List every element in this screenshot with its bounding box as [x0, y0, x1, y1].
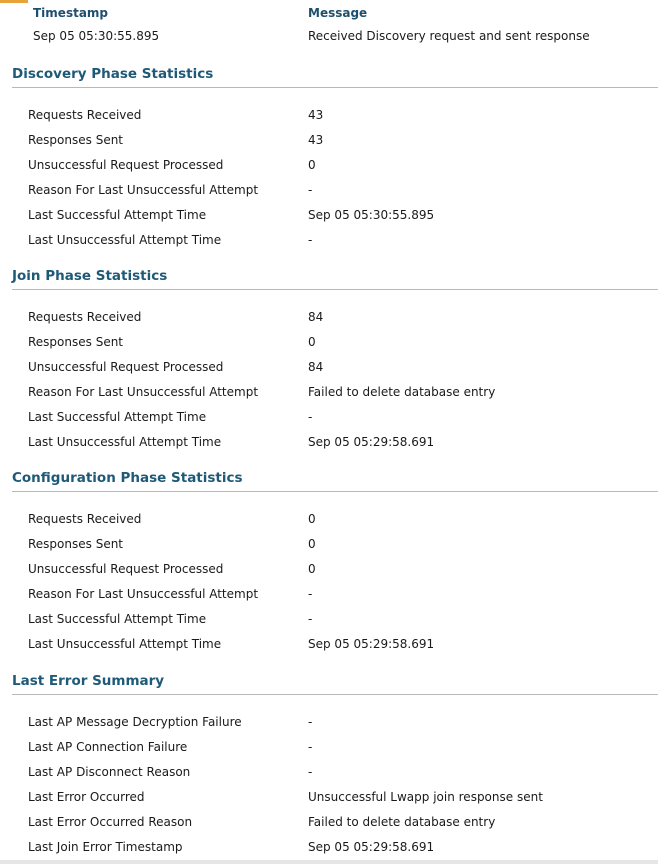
row-value: -	[308, 587, 313, 601]
log-table-row	[0, 29, 658, 45]
row-label: Last Unsuccessful Attempt Time	[28, 233, 222, 247]
configuration-phase-divider	[12, 491, 658, 492]
join-phase-divider	[12, 289, 658, 290]
row-value: -	[308, 765, 313, 779]
last-error-summary-divider	[12, 694, 658, 695]
row-value: 43	[308, 108, 324, 122]
join-row-requests-received	[0, 310, 658, 326]
row-label: Requests Received	[28, 512, 142, 526]
top-accent-bar	[0, 0, 28, 3]
row-value: 0	[308, 512, 316, 526]
discovery-row-requests-received	[0, 108, 658, 124]
row-value: -	[308, 410, 313, 424]
discovery-row-unsuccessful-processed	[0, 158, 658, 174]
row-label: Responses Sent	[28, 537, 124, 551]
row-value: 84	[308, 310, 324, 324]
row-value: -	[308, 233, 313, 247]
last-error-summary-title: Last Error Summary	[12, 673, 165, 689]
configuration-row-last-unsuccessful-reason	[0, 587, 658, 603]
row-label: Unsuccessful Request Processed	[28, 158, 224, 172]
row-label: Last Error Occurred Reason	[28, 815, 193, 829]
join-phase-title: Join Phase Statistics	[12, 268, 168, 284]
row-value: Sep 05 05:29:58.691	[308, 840, 435, 854]
configuration-row-requests-received	[0, 512, 658, 528]
discovery-phase-divider	[12, 87, 658, 88]
row-label: Reason For Last Unsuccessful Attempt	[28, 587, 259, 601]
row-label: Last AP Message Decryption Failure	[28, 715, 242, 729]
row-label: Last AP Connection Failure	[28, 740, 188, 754]
bottom-edge	[0, 860, 658, 864]
row-label: Responses Sent	[28, 335, 124, 349]
row-label: Last Successful Attempt Time	[28, 612, 207, 626]
row-value: 0	[308, 335, 316, 349]
row-value: Unsuccessful Lwapp join response sent	[308, 790, 543, 804]
join-row-responses-sent	[0, 335, 658, 351]
configuration-row-last-unsuccessful-time	[0, 637, 658, 653]
row-label: Unsuccessful Request Processed	[28, 562, 224, 576]
row-label: Last Unsuccessful Attempt Time	[28, 435, 222, 449]
row-value: 0	[308, 158, 316, 172]
error-row-connection-failure	[0, 740, 658, 756]
row-label: Responses Sent	[28, 133, 124, 147]
row-value: Failed to delete database entry	[308, 815, 496, 829]
discovery-row-responses-sent	[0, 133, 658, 149]
error-row-last-join-error-timestamp	[0, 840, 658, 856]
row-value: Failed to delete database entry	[308, 385, 496, 399]
row-label: Last Unsuccessful Attempt Time	[28, 637, 222, 651]
row-value: Sep 05 05:30:55.895	[308, 208, 435, 222]
error-row-disconnect-reason	[0, 765, 658, 781]
row-value: 0	[308, 537, 316, 551]
join-row-last-successful-time	[0, 410, 658, 426]
discovery-row-last-unsuccessful-time	[0, 233, 658, 249]
row-value: 84	[308, 360, 324, 374]
timestamp-column-header: Timestamp	[33, 6, 109, 20]
join-row-last-unsuccessful-reason	[0, 385, 658, 401]
row-label: Reason For Last Unsuccessful Attempt	[28, 183, 259, 197]
row-label: Reason For Last Unsuccessful Attempt	[28, 385, 259, 399]
row-value: -	[308, 612, 313, 626]
configuration-row-last-successful-time	[0, 612, 658, 628]
error-row-last-error-reason	[0, 815, 658, 831]
log-message: Received Discovery request and sent response	[308, 29, 590, 43]
row-value: -	[308, 715, 313, 729]
discovery-row-last-unsuccessful-reason	[0, 183, 658, 199]
row-value: 0	[308, 562, 316, 576]
configuration-row-unsuccessful-processed	[0, 562, 658, 578]
row-label: Last Error Occurred	[28, 790, 145, 804]
discovery-row-last-successful-time	[0, 208, 658, 224]
configuration-phase-title: Configuration Phase Statistics	[12, 470, 243, 486]
join-row-last-unsuccessful-time	[0, 435, 658, 451]
row-value: Sep 05 05:29:58.691	[308, 435, 435, 449]
row-label: Last Successful Attempt Time	[28, 208, 207, 222]
row-value: -	[308, 740, 313, 754]
configuration-row-responses-sent	[0, 537, 658, 553]
row-label: Requests Received	[28, 310, 142, 324]
log-timestamp: Sep 05 05:30:55.895	[33, 29, 160, 43]
row-value: 43	[308, 133, 324, 147]
message-column-header: Message	[308, 6, 368, 20]
row-value: -	[308, 183, 313, 197]
join-row-unsuccessful-processed	[0, 360, 658, 376]
error-row-last-error-occurred	[0, 790, 658, 806]
log-table-header	[0, 6, 658, 24]
discovery-phase-title: Discovery Phase Statistics	[12, 66, 214, 82]
row-label: Unsuccessful Request Processed	[28, 360, 224, 374]
error-row-decryption-failure	[0, 715, 658, 731]
row-label: Last Join Error Timestamp	[28, 840, 183, 854]
row-label: Last AP Disconnect Reason	[28, 765, 191, 779]
row-value: Sep 05 05:29:58.691	[308, 637, 435, 651]
row-label: Requests Received	[28, 108, 142, 122]
row-label: Last Successful Attempt Time	[28, 410, 207, 424]
